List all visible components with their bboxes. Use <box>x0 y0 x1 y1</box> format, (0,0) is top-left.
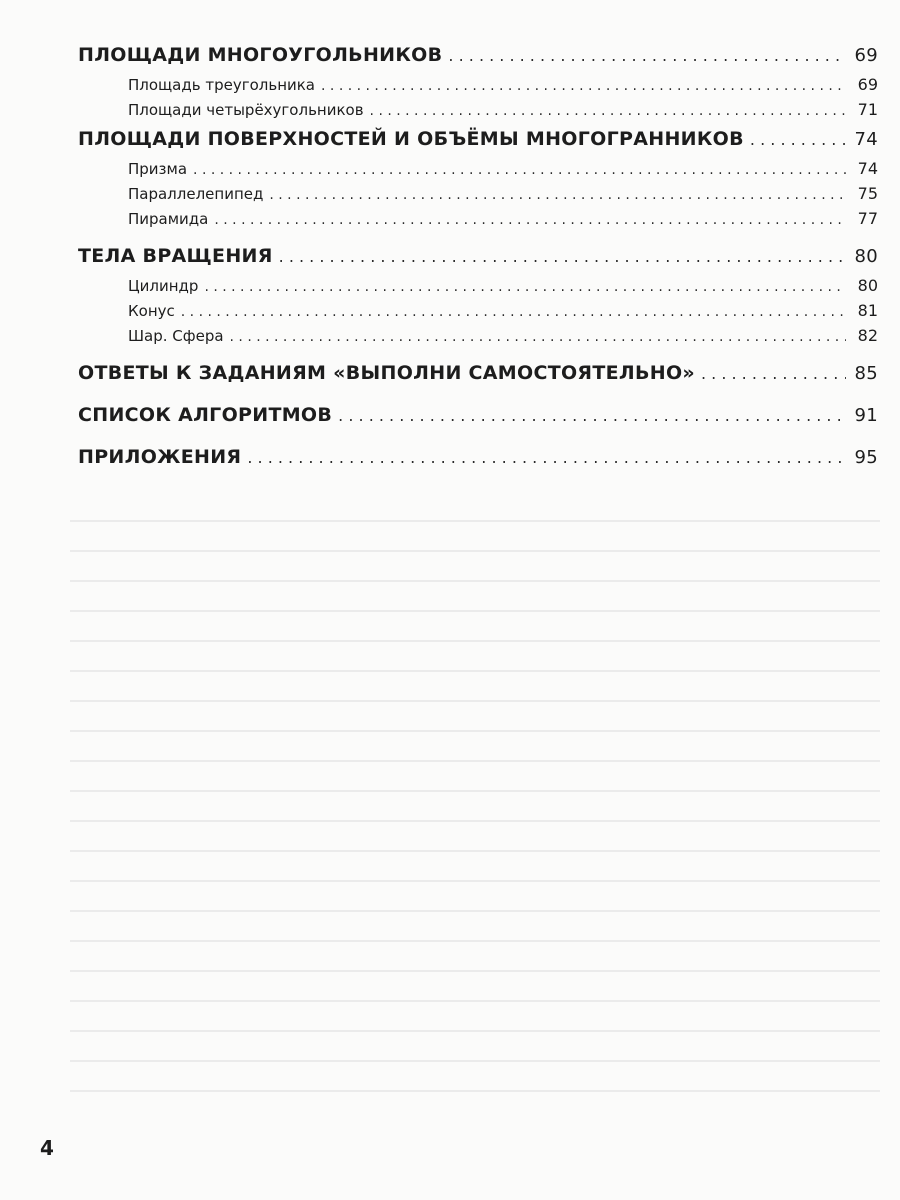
dot-leader <box>247 441 846 475</box>
toc-page-number: 75 <box>857 184 878 203</box>
toc-section-title: СПИСОК АЛГОРИТМОВ <box>78 404 333 426</box>
toc-section-title: ПЛОЩАДИ МНОГОУГОЛЬНИКОВ <box>78 44 443 66</box>
toc-page-number: 81 <box>857 301 878 320</box>
toc-item-title: Призма <box>128 160 188 178</box>
toc-item-title: Конус <box>128 302 175 320</box>
dot-leader <box>204 275 846 300</box>
dot-leader <box>279 240 846 274</box>
toc-section[interactable] <box>78 356 878 390</box>
dot-leader <box>750 123 846 157</box>
toc-item[interactable] <box>78 206 878 231</box>
toc-page-number: 71 <box>857 100 878 119</box>
toc-item-title: Цилиндр <box>128 277 199 295</box>
dot-leader <box>448 39 846 73</box>
dot-leader <box>370 99 846 124</box>
toc-page-number: 85 <box>854 363 878 384</box>
toc-section[interactable] <box>78 122 878 156</box>
toc-section[interactable] <box>78 398 878 432</box>
toc-page-number: 74 <box>857 159 878 178</box>
dot-leader <box>230 325 846 350</box>
toc-page-number: 80 <box>857 276 878 295</box>
toc-section[interactable] <box>78 239 878 273</box>
toc-section-title: ПРИЛОЖЕНИЯ <box>78 446 242 468</box>
toc-item-title: Пирамида <box>128 210 209 228</box>
toc-page-number: 80 <box>854 246 878 267</box>
dot-leader <box>181 300 846 325</box>
toc-item-title: Шар. Сфера <box>128 327 224 345</box>
dot-leader <box>338 399 846 433</box>
page-number-folio: 4 <box>40 1136 54 1160</box>
toc-item-title: Параллелепипед <box>128 185 264 203</box>
toc-item[interactable] <box>78 323 878 348</box>
toc-page-number: 82 <box>857 326 878 345</box>
toc-item[interactable] <box>78 181 878 206</box>
dot-leader <box>269 183 846 208</box>
toc-page-number: 95 <box>854 447 878 468</box>
toc-item[interactable] <box>78 97 878 122</box>
dot-leader <box>701 357 846 391</box>
toc-section-title: ПЛОЩАДИ ПОВЕРХНОСТЕЙ И ОБЪЁМЫ МНОГОГРАННИКОВ <box>78 128 744 150</box>
toc-section-title: ТЕЛА ВРАЩЕНИЯ <box>78 245 273 267</box>
dot-leader <box>193 158 846 183</box>
toc-item-title: Площадь треугольника <box>128 76 316 94</box>
toc-item[interactable] <box>78 273 878 298</box>
toc-item[interactable] <box>78 72 878 97</box>
dot-leader <box>214 208 846 233</box>
toc-page-number: 91 <box>854 405 878 426</box>
toc-section[interactable] <box>78 440 878 474</box>
toc-page-number: 69 <box>857 75 878 94</box>
bleed-through-texture <box>70 520 880 1120</box>
table-of-contents <box>78 38 878 474</box>
toc-item-title: Площади четырёхугольников <box>128 101 364 119</box>
toc-page-number: 69 <box>854 45 878 66</box>
toc-item[interactable] <box>78 298 878 323</box>
toc-page-number: 77 <box>857 209 878 228</box>
toc-item[interactable] <box>78 156 878 181</box>
toc-section-title: ОТВЕТЫ К ЗАДАНИЯМ «ВЫПОЛНИ САМОСТОЯТЕЛЬНО» <box>78 362 695 384</box>
toc-page-number: 74 <box>854 129 878 150</box>
dot-leader <box>321 74 846 99</box>
toc-section[interactable] <box>78 38 878 72</box>
